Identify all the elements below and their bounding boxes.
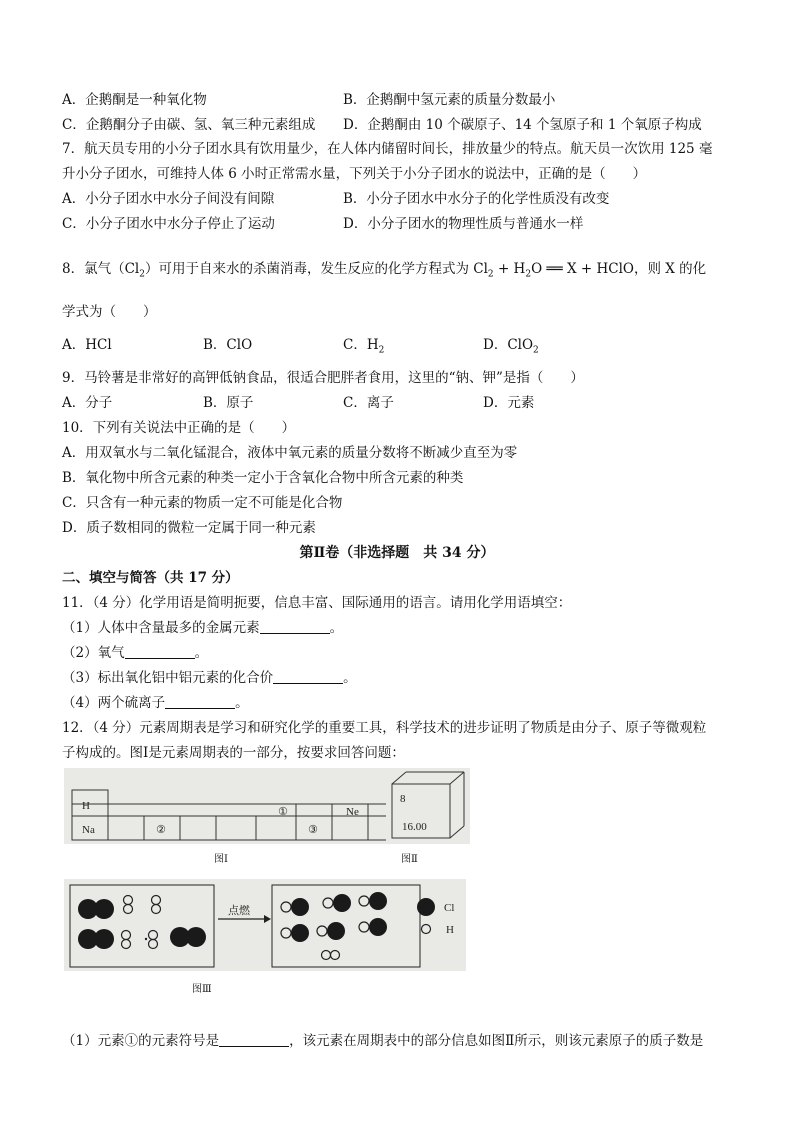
- figure-3-reaction: [64, 879, 466, 971]
- q8-option-c: [343, 335, 384, 361]
- q11-sub4-text: （4）两个硫离子: [62, 695, 166, 711]
- cell-na: Na: [82, 824, 95, 836]
- atomic-mass: 16.00: [402, 821, 427, 833]
- q11-sub4: [62, 693, 249, 713]
- period: 。: [329, 620, 344, 636]
- cell-3: ③: [308, 823, 318, 836]
- q12-stem-line2: 子构成的。图Ⅰ是元素周期表的一部分，按要求回答问题：: [62, 745, 405, 761]
- q10-option-c: C．只含有一种元素的物质一定不可能是化合物: [62, 495, 343, 511]
- q11-sub1: [62, 618, 343, 638]
- q10-option-a: A．用双氧水与二氧化锰混合，液体中氧元素的质量分数将不断减少直至为零: [62, 445, 518, 461]
- figure-1-caption: 图Ⅰ: [214, 854, 228, 865]
- period: 。: [194, 645, 209, 661]
- q11-sub1-text: （1）人体中含量最多的金属元素: [62, 620, 260, 636]
- q8-text: 8．氯气（Cl: [62, 261, 140, 277]
- q8-stem-line2: 学式为（ ）: [62, 304, 157, 320]
- q7-stem-line2: 升小分子团水，可维持人体 6 小时正常需水量，下列关于小分子团水的说法中，正确的是（ ）: [62, 166, 647, 182]
- cl2-molecules: [78, 899, 206, 949]
- q9-option-a: A．分子: [62, 395, 113, 411]
- q8-sub: 2: [139, 269, 145, 280]
- legend-h: H: [446, 924, 454, 936]
- q8-text: + H: [493, 261, 526, 277]
- q6-option-c: C．企鹅酮分子由碳、氢、氧三种元素组成: [62, 117, 316, 133]
- leftover-h2: [322, 951, 340, 960]
- cell-2: ②: [156, 823, 166, 836]
- atomic-number: 8: [400, 793, 406, 805]
- part-heading: 二、填空与简答（共 17 分）: [62, 570, 239, 586]
- q8-option-b: B．ClO: [203, 337, 253, 353]
- cell-ne: Ne: [346, 806, 359, 818]
- element-cube-svg: [386, 768, 470, 842]
- q8-stem-line1: [62, 259, 706, 285]
- q8-option-d: [483, 335, 539, 361]
- section-title: 第Ⅱ卷（非选择题 共 34 分）: [299, 545, 495, 561]
- figure-2-element-cube: [386, 768, 470, 842]
- q7-option-c: C．小分子团水中水分子停止了运动: [62, 216, 275, 232]
- q8-option-a: A．HCl: [62, 337, 112, 353]
- q10-stem: 10．下列有关说法中正确的是（ ）: [62, 420, 296, 436]
- q7-stem-line1: 7．航天员专用的小分子团水具有饮用量少，在人体内储留时间长，排放量少的特点。航天员一次饮用 125 毫: [62, 141, 713, 157]
- q9-option-d: D．元素: [483, 395, 535, 411]
- q11-stem: 11．（4 分）化学用语是简明扼要，信息丰富、国际通用的语言。请用化学用语填空：: [62, 595, 572, 611]
- q6-option-d: D．企鹅酮由 10 个碳原子、14 个氢原子和 1 个氧原子构成: [343, 117, 702, 133]
- answer-blank[interactable]: [260, 619, 330, 634]
- h-legend-dot: [422, 925, 431, 934]
- q8-sub: 2: [525, 269, 532, 280]
- q8-option-c-sub: 2: [378, 345, 385, 356]
- figure-2-caption: 图Ⅱ: [401, 854, 418, 865]
- q7-option-a: A．小分子团水中水分子间没有间隙: [62, 191, 275, 207]
- answer-blank[interactable]: [125, 644, 195, 659]
- answer-blank[interactable]: [219, 1032, 289, 1047]
- cell-1: ①: [278, 805, 288, 818]
- q12-sub1-post: ，该元素在周期表中的部分信息如图Ⅱ所示，则该元素原子的质子数是: [289, 1033, 704, 1049]
- figure-3-caption: 图Ⅲ: [192, 984, 212, 995]
- cell-h: H: [82, 800, 90, 812]
- period: 。: [343, 670, 357, 686]
- q8-option-d-sub: 2: [533, 345, 539, 356]
- answer-blank[interactable]: [273, 669, 343, 684]
- q8-option-d-text: D．ClO: [483, 337, 534, 353]
- q12-sub1-pre: （1）元素①的元素符号是: [62, 1033, 220, 1049]
- q7-option-d: D．小分子团水的物理性质与普通水一样: [343, 216, 584, 232]
- q9-stem: 9．马铃薯是非常好的高钾低钠食品，很适合肥胖者食用，这里的“钠、钾”是指（ ）: [62, 370, 584, 386]
- q10-option-d: D．质子数相同的微粒一定属于同一种元素: [62, 520, 316, 536]
- reaction-svg: [64, 879, 466, 971]
- arrow-label: 点燃: [228, 904, 250, 917]
- q6-option-a: A．企鹅酮是一种氧化物: [62, 92, 207, 108]
- q6-option-b: B．企鹅酮中氢元素的质量分数最小: [343, 92, 556, 108]
- q9-option-b: B．原子: [203, 395, 254, 411]
- q12-sub1: [62, 1031, 703, 1051]
- q9-option-c: C．离子: [343, 395, 394, 411]
- period: 。: [235, 695, 249, 711]
- cl-legend-dot: [417, 898, 435, 916]
- q10-option-b: B．氧化物中所含元素的种类一定小于含氧化合物中所含元素的种类: [62, 470, 464, 486]
- q7-option-b: B．小分子团水中水分子的化学性质没有改变: [343, 191, 610, 207]
- answer-blank[interactable]: [165, 694, 235, 709]
- q11-sub3-text: （3）标出氧化铝中铝元素的化合价: [62, 670, 274, 686]
- legend-cl: Cl: [444, 902, 455, 914]
- q12-stem-line1: 12．（4 分）元素周期表是学习和研究化学的重要工具，科学技术的进步证明了物质是由分子、原子等微观粒: [62, 720, 707, 736]
- q8-text: O ══ X + HClO，则 X 的化: [531, 261, 707, 277]
- q8-option-c-text: C．H: [343, 337, 379, 353]
- q8-text: ）可用于自来水的杀菌消毒，发生反应的化学方程式为 Cl: [144, 261, 488, 277]
- q11-sub2-text: （2）氧气: [62, 645, 125, 661]
- q8-sub: 2: [487, 269, 494, 280]
- q11-sub3: [62, 668, 357, 688]
- q11-sub2: [62, 643, 208, 663]
- hcl-molecules: [281, 892, 387, 942]
- h2-molecules: [122, 896, 161, 949]
